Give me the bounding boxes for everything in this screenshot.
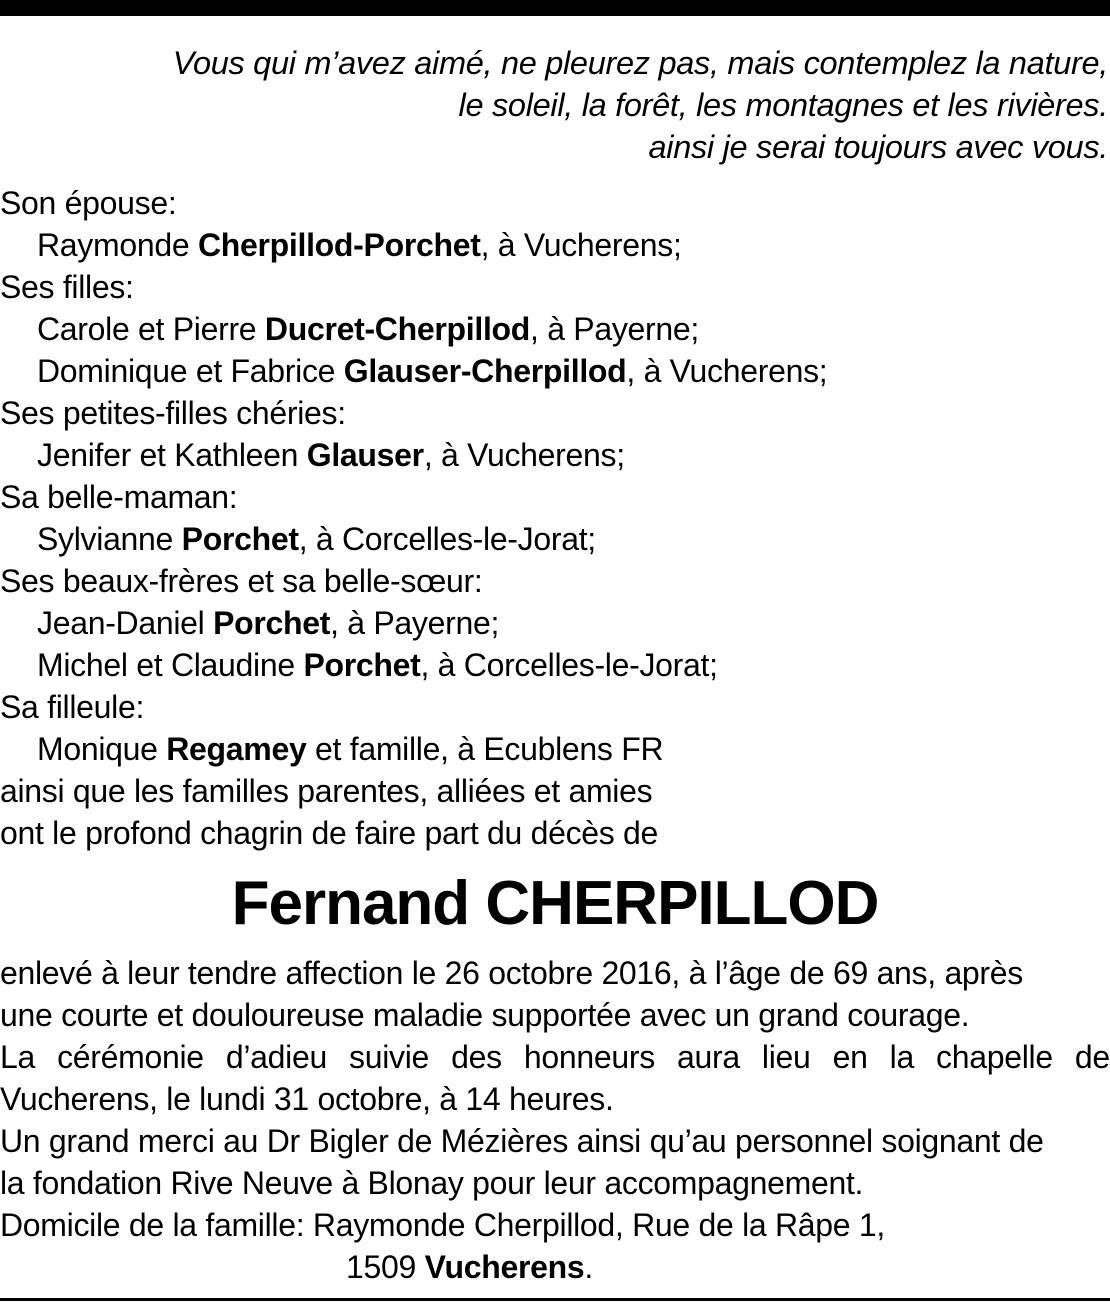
announcement-line: enlevé à leur tendre affection le 26 octobre 2016, à l’âge de 69 ans, après [0,955,1023,991]
announcement-line: la fondation Rive Neuve à Blonay pour leur accompagnement. [0,1165,864,1201]
place: , à Corcelles-le-Jorat; [298,521,596,557]
granddaughters-entry [0,434,1110,476]
place: , à Vucherens; [626,353,828,389]
closing-line: ont le profond chagrin de faire part du décès de [0,815,659,851]
surname: Ducret-Cherpillod [264,311,531,347]
poem-line: le soleil, la forêt, les montagnes et les rivières. [458,87,1108,123]
surname: Glauser [306,437,424,473]
justified-word: lieu [761,1039,811,1075]
mother-in-law-entry [0,518,1110,560]
postcode: 1509 [346,1249,416,1285]
first-names: Jenifer et Kathleen [37,437,299,473]
place: , à Corcelles-le-Jorat; [420,647,718,683]
justified-word: aura [676,1039,740,1075]
goddaughter-entry [0,728,1110,770]
announcement-text [0,952,1110,1288]
first-names: Raymonde [37,227,190,263]
family-address-line: Domicile de la famille: Raymonde Cherpillod, Rue de la Râpe 1, [0,1207,885,1243]
justified-word: La [0,1039,35,1075]
first-names: Carole et Pierre [37,311,257,347]
justified-word: en [832,1039,868,1075]
surname: Porchet [303,647,421,683]
goddaughter-heading: Sa filleule: [0,689,145,725]
family-address-town [0,1246,1110,1288]
justified-word: suivie [349,1039,430,1075]
first-names: Michel et Claudine [37,647,295,683]
in-law-entry [0,644,1110,686]
surname: Porchet [213,605,331,641]
place: , à Vucherens; [480,227,682,263]
poem-line: ainsi je serai toujours avec vous. [648,129,1108,165]
deceased-name: Fernand CHERPILLOD [231,869,879,938]
justified-word: cérémonie [57,1039,204,1075]
poem-line: Vous qui m’avez aimé, ne pleurez pas, mais contemplez la nature, [172,45,1108,81]
town: Vucherens [424,1249,585,1285]
final-period: . [584,1249,593,1285]
place: , à Payerne; [330,605,500,641]
first-names: Sylvianne [37,521,174,557]
surname: Porchet [181,521,299,557]
daughter-entry [0,308,1110,350]
first-names: Monique [37,731,158,767]
announcement-line-justified [0,1036,1110,1078]
closing-line: ainsi que les familles parentes, alliées et amies [0,773,653,809]
justified-word: honneurs [523,1039,655,1075]
justified-word: des [451,1039,502,1075]
surname: Regamey [166,731,307,767]
top-border-rule [0,0,1110,16]
daughter-entry [0,350,1110,392]
place: , à Payerne; [530,311,699,347]
surname: Glauser-Cherpillod [343,353,627,389]
surname: Cherpillod-Porchet [197,227,481,263]
bottom-border-rule [0,1298,1110,1301]
announcement-line: une courte et douloureuse maladie supportée avec un grand courage. [0,997,970,1033]
family-list [0,182,1110,854]
justified-word: de [1074,1039,1110,1075]
justified-word: chapelle [936,1039,1053,1075]
announcement-line: Vucherens, le lundi 31 octobre, à 14 heures. [0,1081,614,1117]
justified-word: la [889,1039,914,1075]
first-names: Jean-Daniel [37,605,205,641]
place: et famille, à Ecublens FR [315,731,664,767]
in-law-entry [0,602,1110,644]
in-laws-heading: Ses beaux-frères et sa belle-sœur: [0,563,483,599]
announcement-line: Un grand merci au Dr Bigler de Mézières ainsi qu’au personnel soignant de [0,1123,1044,1159]
spouse-heading: Son épouse: [0,185,177,221]
spouse-entry [0,224,1110,266]
justified-word: d’adieu [225,1039,327,1075]
mother-in-law-heading: Sa belle-maman: [0,479,238,515]
first-names: Dominique et Fabrice [37,353,336,389]
daughters-heading: Ses filles: [0,269,134,305]
poem-quote [8,42,1108,168]
place: , à Vucherens; [423,437,625,473]
granddaughters-heading: Ses petites-filles chéries: [0,395,346,431]
